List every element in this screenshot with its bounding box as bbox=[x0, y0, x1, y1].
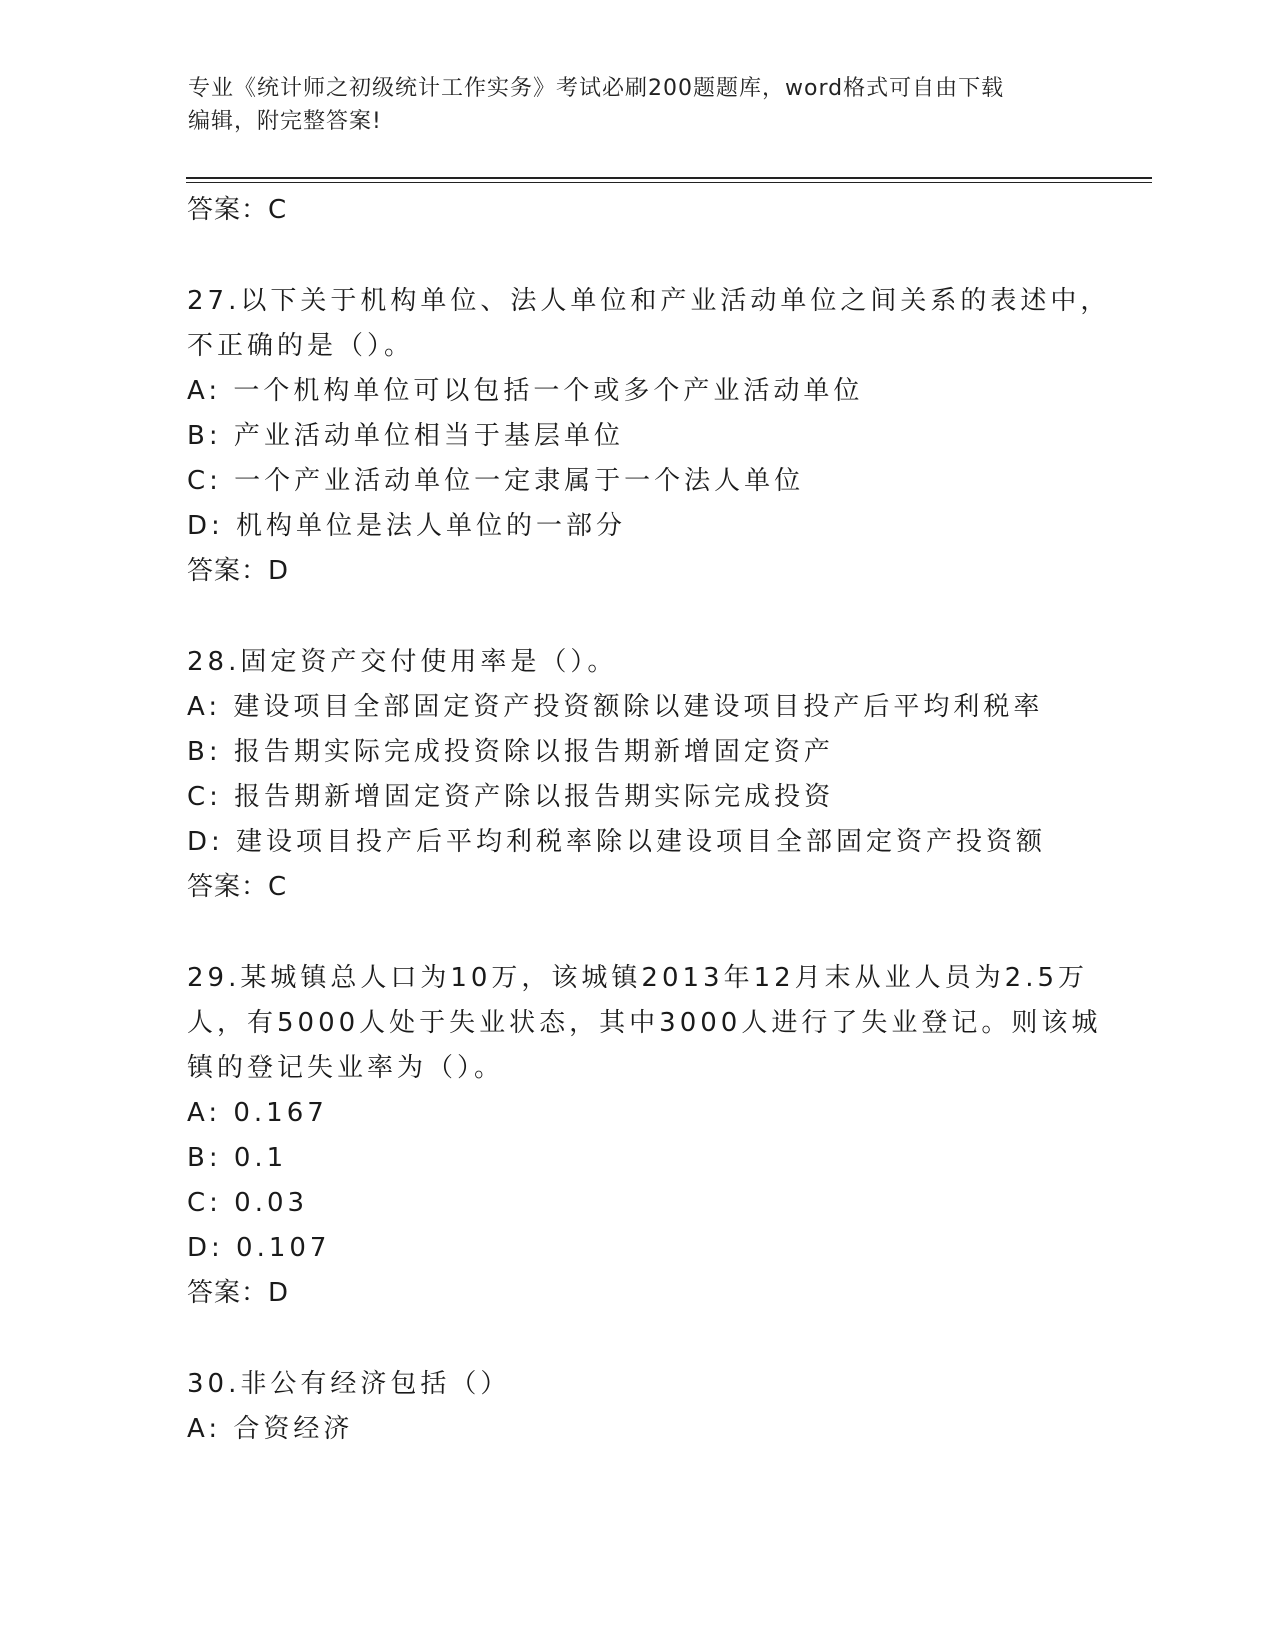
spacer bbox=[187, 910, 1087, 956]
option-d: D: 建设项目投产后平均利税率除以建设项目全部固定资产投资额 bbox=[187, 827, 1047, 857]
question-block bbox=[187, 279, 1111, 594]
question-block bbox=[187, 956, 1102, 1316]
question-block bbox=[187, 1362, 1087, 1452]
option-a: A: 建设项目全部固定资产投资额除以建设项目投产后平均利税率 bbox=[187, 692, 1044, 722]
question-stem: 29.某城镇总人口为10万，该城镇2013年12月末从业人员为2.5万 bbox=[187, 963, 1089, 993]
answer: 答案：D bbox=[187, 1278, 290, 1308]
option-a: A: 合资经济 bbox=[187, 1414, 354, 1444]
question-stem: 镇的登记失业率为（）。 bbox=[187, 1053, 505, 1083]
spacer bbox=[187, 1316, 1087, 1362]
option-b: B: 产业活动单位相当于基层单位 bbox=[187, 421, 624, 451]
spacer bbox=[187, 233, 1087, 279]
question-list bbox=[187, 188, 1111, 1452]
header-line-2: 编辑，附完整答案! bbox=[188, 109, 382, 134]
option-a: A: 一个机构单位可以包括一个或多个产业活动单位 bbox=[187, 376, 864, 406]
header-line-1: 专业《统计师之初级统计工作实务》考试必刷200题题库，word格式可自由下载 bbox=[188, 76, 1005, 101]
question-stem: 30.非公有经济包括（） bbox=[187, 1369, 511, 1399]
question-block bbox=[187, 640, 1087, 910]
option-d: D: 0.107 bbox=[187, 1233, 331, 1263]
document-header bbox=[188, 72, 1068, 138]
question-stem: 不正确的是（）。 bbox=[187, 331, 415, 361]
option-c: C: 0.03 bbox=[187, 1188, 309, 1218]
option-c: C: 报告期新增固定资产除以报告期实际完成投资 bbox=[187, 782, 835, 812]
option-b: B: 0.1 bbox=[187, 1143, 288, 1173]
question-stem: 27.以下关于机构单位、法人单位和产业活动单位之间关系的表述中， bbox=[187, 286, 1111, 316]
spacer bbox=[187, 594, 1087, 640]
question-stem: 人，有5000人处于失业状态，其中3000人进行了失业登记。则该城 bbox=[187, 1008, 1102, 1038]
answer: 答案：C bbox=[187, 872, 288, 902]
option-b: B: 报告期实际完成投资除以报告期新增固定资产 bbox=[187, 737, 834, 767]
question-stem: 28.固定资产交付使用率是（）。 bbox=[187, 647, 618, 677]
option-d: D: 机构单位是法人单位的一部分 bbox=[187, 511, 627, 541]
option-c: C: 一个产业活动单位一定隶属于一个法人单位 bbox=[187, 466, 805, 496]
header-rule-thick bbox=[186, 177, 1152, 179]
option-a: A: 0.167 bbox=[187, 1098, 328, 1128]
answer: 答案：D bbox=[187, 556, 290, 586]
header-rule-thin bbox=[186, 182, 1152, 183]
previous-answer: 答案：C bbox=[187, 195, 288, 225]
